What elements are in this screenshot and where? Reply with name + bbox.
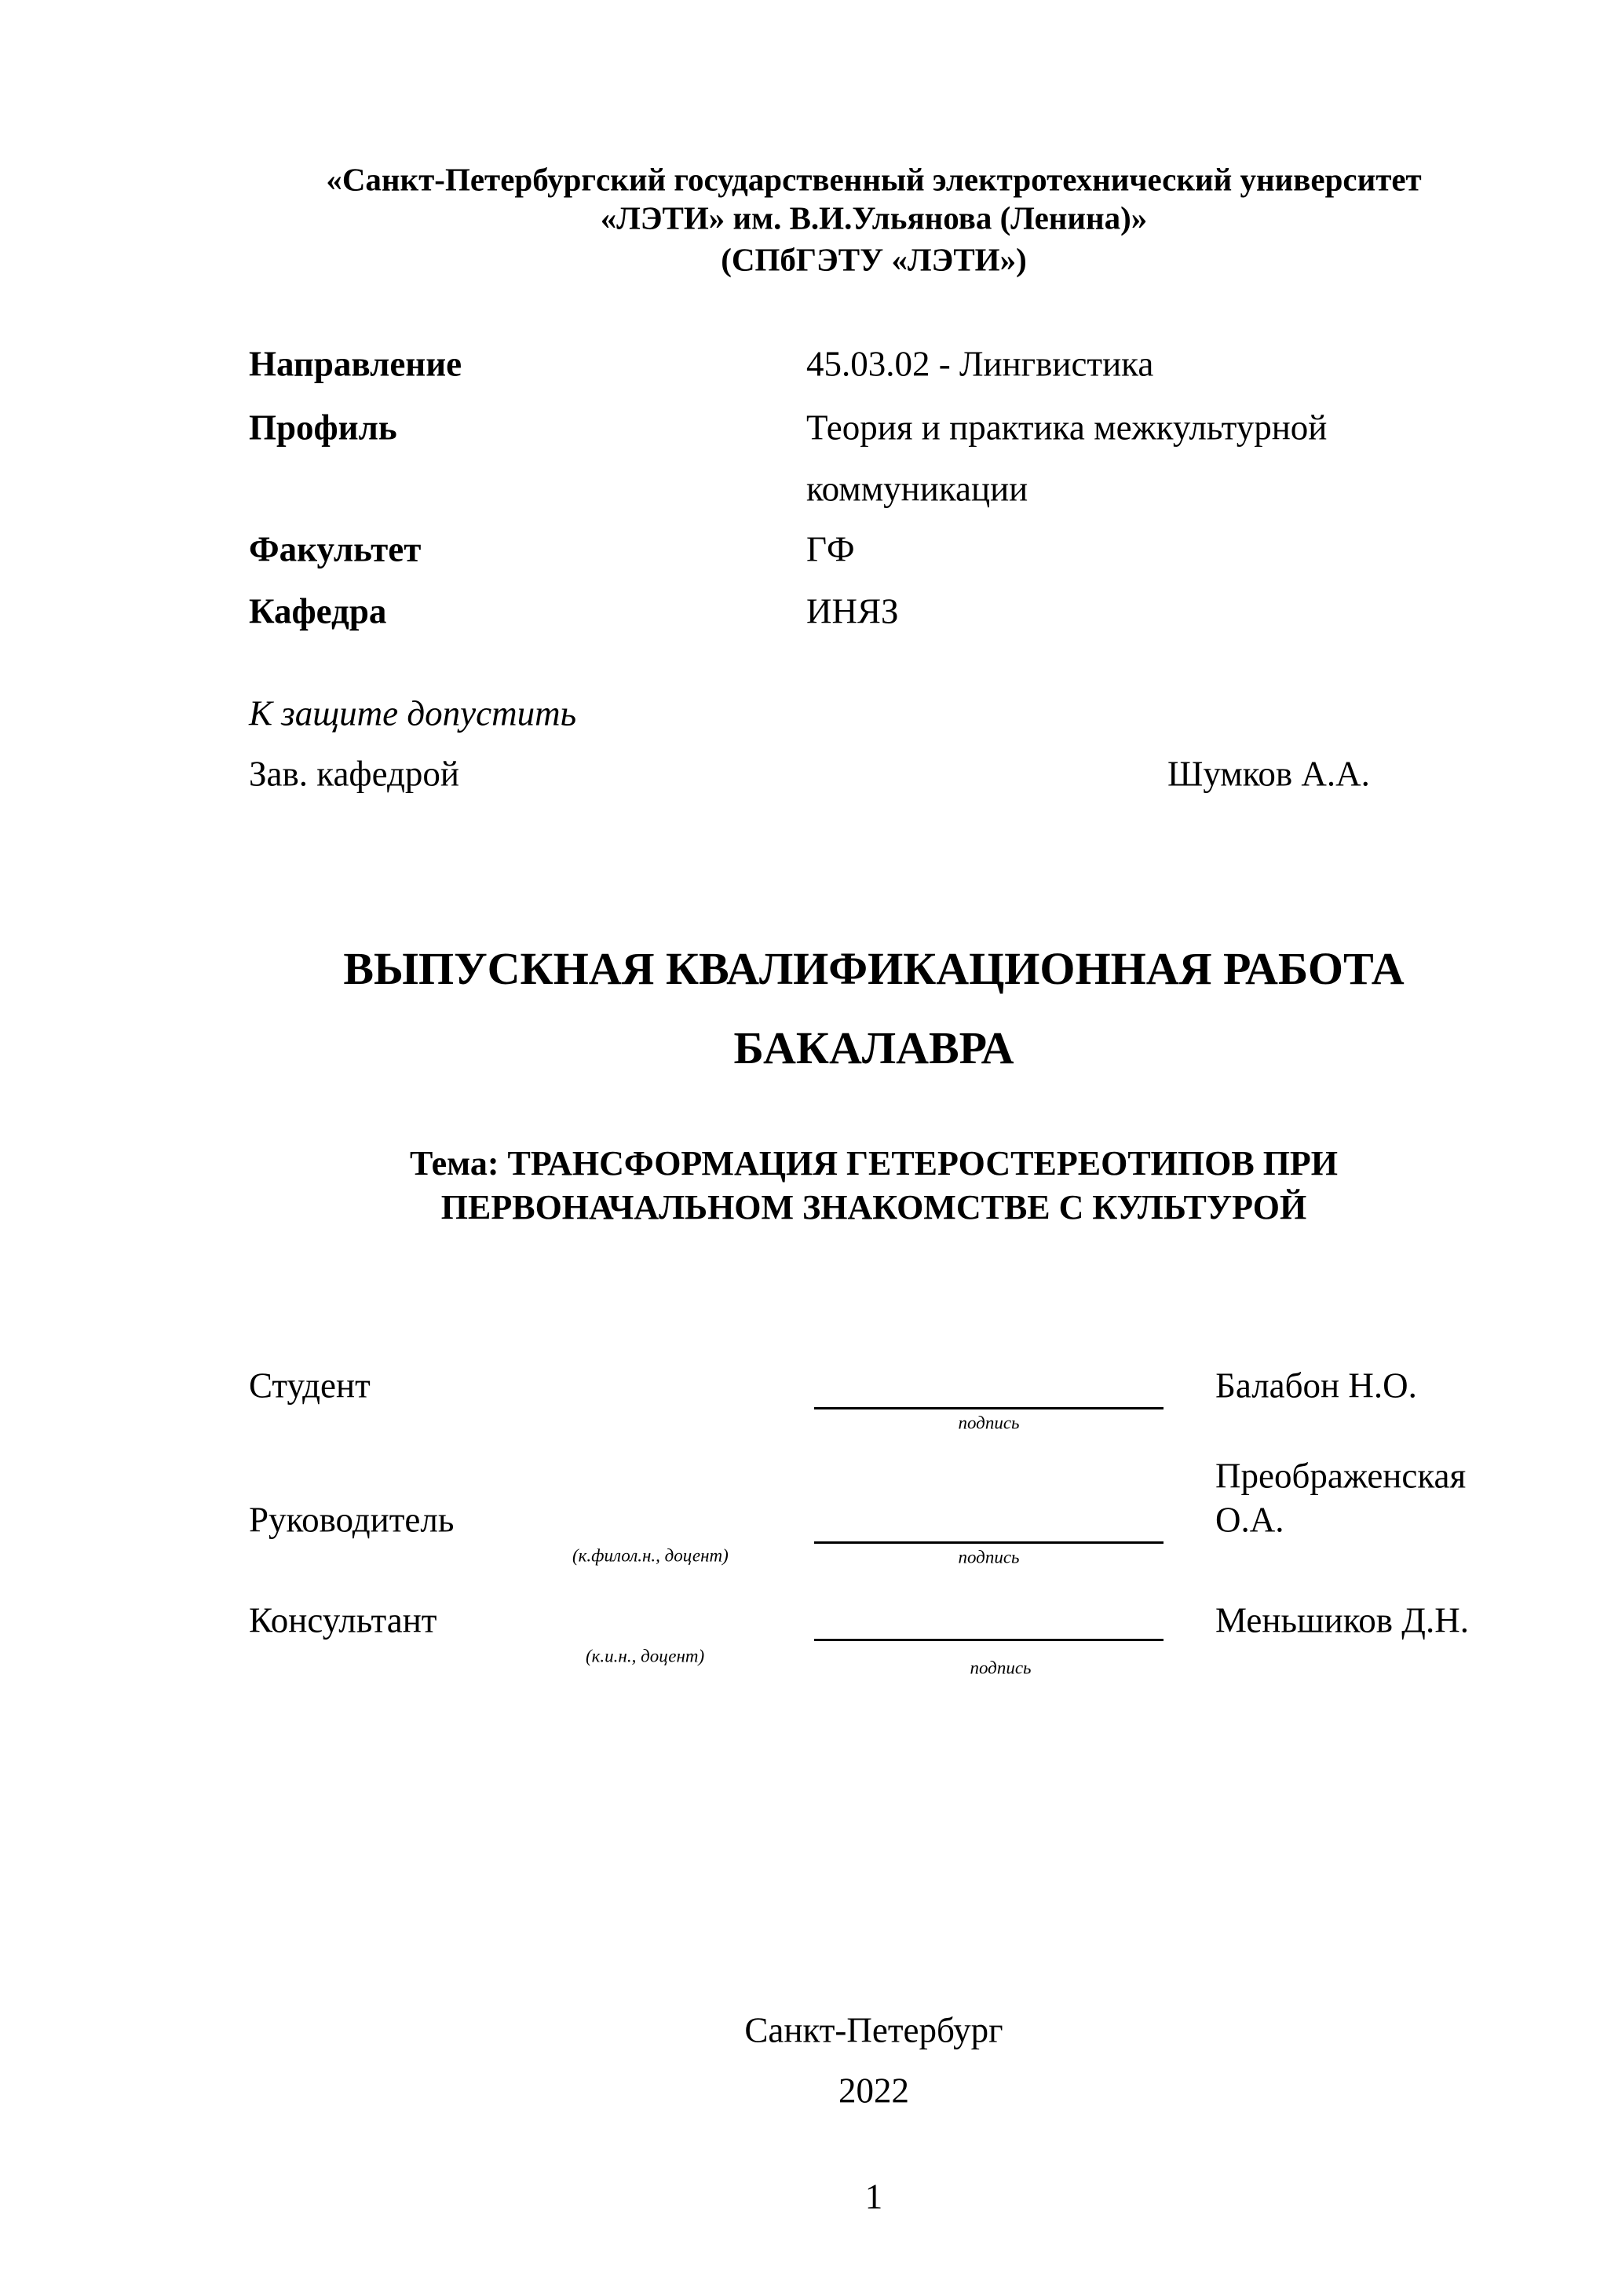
faculty-label: Факультет <box>249 529 422 569</box>
direction-label: Направление <box>249 344 462 384</box>
consultant-name: Меньшиков Д.Н. <box>1215 1600 1469 1640</box>
faculty-value: ГФ <box>806 529 855 569</box>
page-number: 1 <box>864 2177 883 2217</box>
student-signature-line <box>814 1407 1164 1409</box>
approval-role: Зав. кафедрой <box>249 754 459 794</box>
profile-value-cont: коммуникации <box>806 469 1028 509</box>
supervisor-signature-line <box>814 1541 1164 1544</box>
city: Санкт-Петербург <box>744 2010 1003 2050</box>
direction-value: 45.03.02 - Лингвистика <box>806 344 1154 384</box>
topic-line1: Тема: ТРАНСФОРМАЦИЯ ГЕТЕРОСТЕРЕОТИПОВ ПРИ <box>409 1144 1339 1183</box>
approval-name: Шумков А.А. <box>1167 754 1370 794</box>
supervisor-initials: О.А. <box>1215 1500 1284 1540</box>
year: 2022 <box>838 2071 909 2111</box>
university-name-line2: «ЛЭТИ» им. В.И.Ульянова (Ленина)» <box>600 199 1148 236</box>
consultant-role: Консультант <box>249 1600 437 1640</box>
university-name-line1: «Санкт-Петербургский государственный электротехнический университет <box>326 161 1422 198</box>
document-title-line2: БАКАЛАВРА <box>733 1022 1014 1073</box>
student-name: Балабон Н.О. <box>1215 1366 1417 1406</box>
supervisor-role: Руководитель <box>249 1500 455 1540</box>
approval-caption: К защите допустить <box>249 693 577 733</box>
department-value: ИНЯЗ <box>806 591 899 631</box>
profile-value: Теория и практика межкультурной <box>806 408 1328 448</box>
department-label: Кафедра <box>249 591 387 631</box>
consultant-signature-line <box>814 1639 1164 1641</box>
document-title-line1: ВЫПУСКНАЯ КВАЛИФИКАЦИОННАЯ РАБОТА <box>343 943 1405 994</box>
supervisor-degree: (к.филол.н., доцент) <box>572 1545 729 1566</box>
topic-line2: ПЕРВОНАЧАЛЬНОМ ЗНАКОМСТВЕ С КУЛЬТУРОЙ <box>440 1188 1307 1227</box>
student-sign-hint: подпись <box>958 1413 1020 1433</box>
profile-label: Профиль <box>249 408 397 448</box>
supervisor-sign-hint: подпись <box>958 1547 1020 1567</box>
student-role: Студент <box>249 1366 371 1406</box>
supervisor-name: Преображенская <box>1215 1456 1467 1496</box>
university-abbrev: (СПбГЭТУ «ЛЭТИ») <box>721 241 1027 278</box>
consultant-sign-hint: подпись <box>970 1658 1032 1678</box>
consultant-degree: (к.и.н., доцент) <box>586 1646 705 1666</box>
